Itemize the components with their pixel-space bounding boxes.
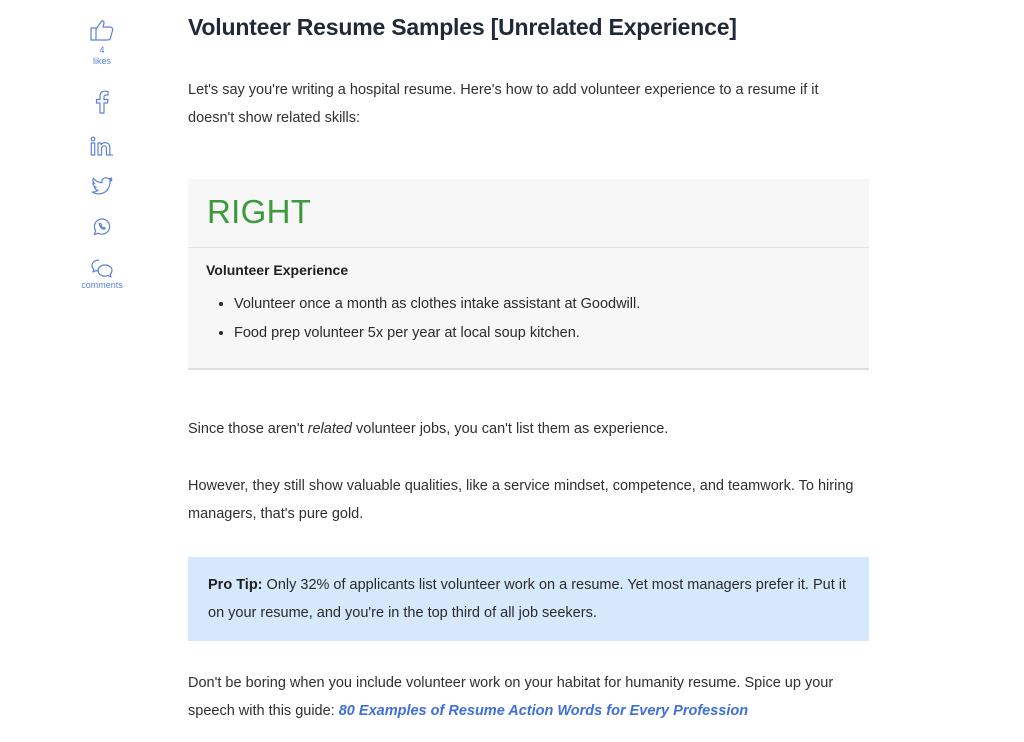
- example-bullet-list: [206, 290, 851, 348]
- para2-after: volunteer jobs, you can't list them as experience.: [352, 421, 669, 437]
- comments-button[interactable]: [81, 258, 123, 291]
- share-whatsapp-button[interactable]: [91, 216, 113, 238]
- pro-tip-box: [188, 557, 869, 641]
- linkedin-icon: [90, 136, 114, 156]
- share-linkedin-button[interactable]: [90, 136, 114, 156]
- right-example-tag: RIGHT: [207, 193, 312, 230]
- thumbs-up-icon: [89, 18, 115, 42]
- like-button[interactable]: [89, 18, 115, 70]
- example-header: [188, 179, 869, 248]
- share-rail: [72, 18, 132, 291]
- section-title: Volunteer Resume Samples [Unrelated Experience]: [188, 14, 737, 40]
- example-section-heading: Volunteer Experience: [206, 262, 349, 278]
- comments-icon: [90, 258, 114, 280]
- para2-before: Since those aren't: [188, 421, 308, 437]
- guide-text: Don't be boring when you include volunteer work on your habitat for humanity resume. Spice up your speech with this guide:: [188, 675, 834, 719]
- likes-count: 4: [99, 45, 105, 55]
- intro-paragraph: Let's say you're writing a hospital resume. Here's how to add volunteer experience to a resume if it doesn't show related skills:: [188, 82, 819, 126]
- list-item: • Food prep volunteer 5x per year at local soup kitchen.: [234, 319, 851, 348]
- share-facebook-button[interactable]: [95, 90, 109, 114]
- guide-paragraph: [188, 669, 858, 725]
- likes-label: likes: [92, 56, 111, 66]
- action-words-guide-link[interactable]: 80 Examples of Resume Action Words for Every Profession: [338, 703, 749, 719]
- facebook-icon: [95, 90, 109, 114]
- pro-tip-text: Only 32% of applicants list volunteer work on a resume. Yet most managers prefer it. Put it on your resume, and you're in the top third of all job seekers.: [208, 577, 847, 621]
- qualities-paragraph: However, they still show valuable qualities, like a service mindset, competence, and teamwork. To hiring managers, that's pure gold.: [188, 478, 854, 522]
- twitter-icon: [91, 176, 113, 196]
- pro-tip-label: Pro Tip:: [208, 577, 263, 593]
- explanation-paragraph: [188, 415, 858, 443]
- resume-example-box: [188, 179, 869, 370]
- comments-label: comments: [81, 280, 123, 290]
- para2-emphasis: related: [307, 421, 352, 437]
- example-content: [188, 248, 869, 348]
- whatsapp-icon: [91, 216, 113, 238]
- share-twitter-button[interactable]: [91, 176, 113, 196]
- list-item: • Volunteer once a month as clothes intake assistant at Goodwill.: [234, 290, 851, 319]
